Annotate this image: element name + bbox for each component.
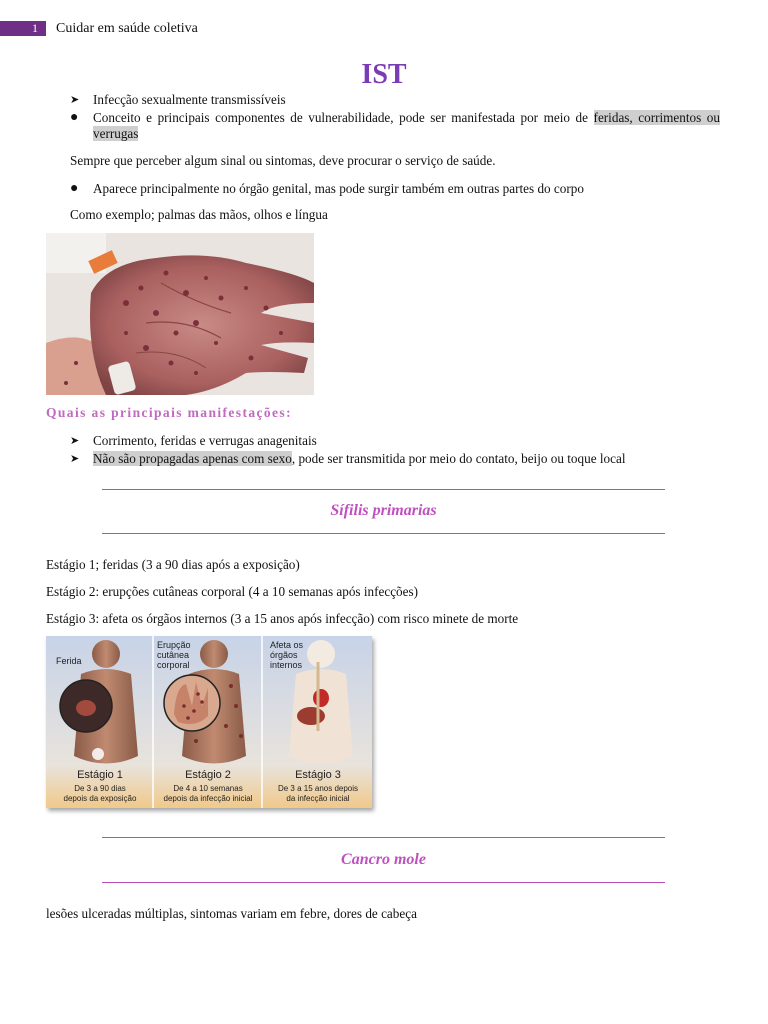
panel-3-stage: Estágio 3 <box>295 769 341 781</box>
panel-2-caption-line-3: corporal <box>157 660 190 670</box>
list-item-text: Aparece principalmente no órgão genital, mas pode surgir também em outras partes do corpo <box>93 181 584 196</box>
panel-2-caption-line-2: cutânea <box>157 650 190 660</box>
dot-bullet-icon: ● <box>70 181 79 196</box>
dot-bullet-icon: ● <box>70 110 79 125</box>
panel-1-stage: Estágio 1 <box>77 769 123 781</box>
arrow-bullet-icon: ➤ <box>70 94 80 106</box>
list-item <box>70 92 720 108</box>
panel-2-stage: Estágio 2 <box>185 769 231 781</box>
divider <box>102 882 665 883</box>
highlighted-text: feridas, corrimentos ou verrugas <box>93 110 720 141</box>
list-item <box>70 181 720 197</box>
divider <box>102 533 665 534</box>
paragraph-health-service: Sempre que perceber algum sinal ou sintomas, deve procurar o serviço de saúde. <box>70 153 496 168</box>
list-item <box>70 433 720 449</box>
hand-rash-photo <box>46 233 314 395</box>
stage-2-text: Estágio 2: erupções cutâneas corporal (4 a 10 semanas após infecções) <box>46 584 419 599</box>
stage-1-text: Estágio 1; feridas (3 a 90 dias após a exposição) <box>46 557 300 572</box>
page-number: 1 <box>0 21 46 36</box>
section-heading-manifestations: Quais as principais manifestações: <box>46 405 292 420</box>
panel-2-caption-line-1: Erupção <box>157 640 191 650</box>
paragraph-example: Como exemplo; palmas das mãos, olhos e língua <box>70 207 328 222</box>
panel-1-detail-line-2: depois da exposição <box>63 794 137 803</box>
panel-2-detail-line-2: depois da infecção inicial <box>163 794 253 803</box>
list-item <box>70 110 720 142</box>
running-title: Cuidar em saúde coletiva <box>56 21 198 36</box>
panel-1-caption: Ferida <box>56 656 82 666</box>
panel-3-caption-line-1: Afeta os <box>270 640 304 650</box>
panel-2-detail-line-1: De 4 a 10 semanas <box>173 784 243 793</box>
stage-3-text: Estágio 3: afeta os órgãos internos (3 a 15 anos após infecção) com risco minete de morte <box>46 611 519 626</box>
panel-3-caption-line-2: órgãos <box>270 650 298 660</box>
page-title: IST <box>361 59 407 90</box>
list-item-text-plain: , pode ser transmitida por meio do contato, beijo ou toque local <box>291 451 626 466</box>
divider <box>102 489 665 490</box>
arrow-bullet-icon: ➤ <box>70 453 80 465</box>
list-item-text <box>93 110 720 142</box>
syphilis-stages-figure <box>46 636 372 808</box>
list-item-text <box>93 451 720 467</box>
section-title-chancroid: Cancro mole <box>341 851 426 868</box>
divider <box>102 837 665 838</box>
list-item-text: Infecção sexualmente transmissíveis <box>93 92 286 107</box>
list-item <box>70 451 720 467</box>
arrow-bullet-icon: ➤ <box>70 435 80 447</box>
panel-3-detail-line-2: da infecção inicial <box>286 794 350 803</box>
section-title-syphilis: Sífilis primarias <box>330 502 437 519</box>
list-item-text-plain: Conceito e principais componentes de vulnerabilidade, pode ser manifestada por meio de <box>93 110 594 125</box>
panel-3-caption-line-3: internos <box>270 660 303 670</box>
panel-1-detail-line-1: De 3 a 90 dias <box>74 784 126 793</box>
panel-3-detail-line-1: De 3 a 15 anos depois <box>277 784 359 793</box>
chancroid-description: lesões ulceradas múltiplas, sintomas variam em febre, dores de cabeça <box>46 906 417 921</box>
list-item-text: Corrimento, feridas e verrugas anagenitais <box>93 433 317 448</box>
highlighted-text: Não são propagadas apenas com sexo <box>93 451 292 466</box>
